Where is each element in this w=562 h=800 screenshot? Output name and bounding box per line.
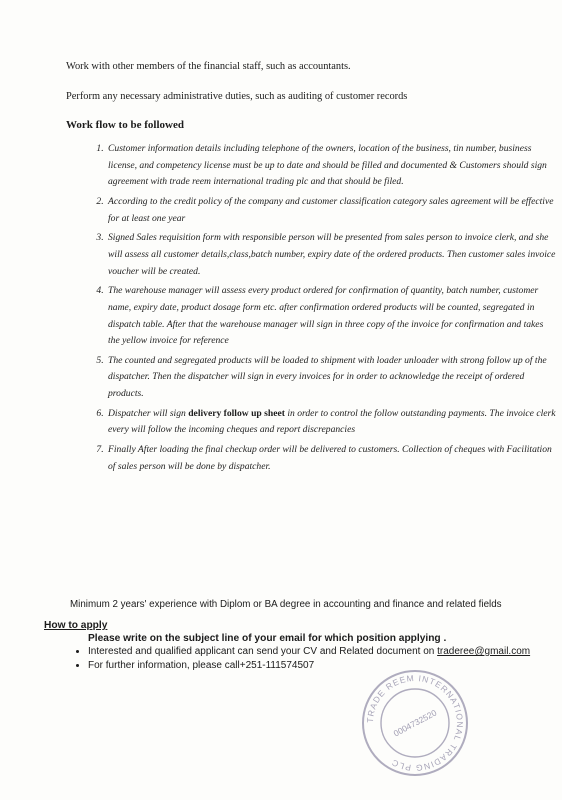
workflow-item-text: Signed Sales requisition form with responsible person will be presented from sales person to invoice clerk, and she will assess all customer details,class,batch number, expiry date of the ordered products. Then customer sales invoice voucher will be created. xyxy=(108,232,556,277)
workflow-item-text: According to the credit policy of the company and customer classification category sales agreement will be effective for at least one year xyxy=(108,195,554,224)
workflow-list xyxy=(84,141,556,479)
stamp-center-text: 0004732520 xyxy=(391,707,439,739)
intro-line-2: Perform any necessary administrative duties, such as auditing of customer records xyxy=(66,91,408,102)
apply-bullet-text: For further information, please call+251-111574507 xyxy=(88,660,315,671)
workflow-item xyxy=(106,141,556,191)
workflow-item xyxy=(106,283,556,349)
requirement-text: Minimum 2 years' experience with Diplom or BA degree in accounting and finance and related fields xyxy=(70,599,502,610)
stamp-outer-text: TRADE REEM INTERNATIONAL TRADING PLC xyxy=(364,672,466,774)
workflow-item-text: in order to control the follow outstanding payments. The invoice clerk every will follow the incoming cheques and report discrepancies xyxy=(108,407,556,436)
workflow-item-text: The warehouse manager will assess every product ordered for confirmation of quantity, batch number, customer name, expiry date, product dosage form etc. after confirmation ordered products will be counted, segregated in dispatch table. After that the warehouse manager will sign in three copy of the invoice for confirmation and takes the yellow invoice for reference xyxy=(108,285,544,347)
workflow-item xyxy=(106,406,556,439)
workflow-item-text: The counted and segregated products will be loaded to shipment with loader unloader with strong follow up of the dispatcher. Then the dispatcher will sign in every invoices for in order to acknowledge the receipt of ordered products. xyxy=(108,354,547,400)
workflow-item xyxy=(106,442,556,475)
intro-line-1: Work with other members of the financial staff, such as accountants. xyxy=(66,61,351,72)
workflow-item-text: Finally After loading the final checkup order will be delivered to customers. Collection of cheques with Facilitation of sales person will be done by dispatcher. xyxy=(108,444,552,472)
company-stamp xyxy=(360,668,470,783)
apply-bullet-cv xyxy=(88,646,558,658)
how-to-apply-heading: How to apply xyxy=(44,620,108,631)
delivery-follow-up-sheet-text: delivery follow up sheet xyxy=(188,407,285,419)
workflow-title: Work flow to be followed xyxy=(66,119,184,131)
stamp-seal-icon xyxy=(360,668,470,778)
workflow-item xyxy=(106,194,556,227)
workflow-item-text: Dispatcher will sign xyxy=(108,407,189,419)
apply-list xyxy=(64,646,558,674)
workflow-item xyxy=(106,353,556,403)
email-link[interactable]: traderee@gmail.com xyxy=(437,646,531,657)
workflow-item xyxy=(106,230,556,280)
apply-bullet-text: Interested and qualified applicant can send your CV and Related document on xyxy=(88,646,438,657)
workflow-item-text: Customer information details including telephone of the owners, location of the business, tin number, business license, and competency license must be up to date and should be filled and documented & Customers should sign agreement with trade reem international trading plc and that should be filed. xyxy=(108,143,547,188)
subject-line-note: Please write on the subject line of your email for which position applying . xyxy=(88,633,447,644)
apply-bullet-phone xyxy=(88,660,558,672)
